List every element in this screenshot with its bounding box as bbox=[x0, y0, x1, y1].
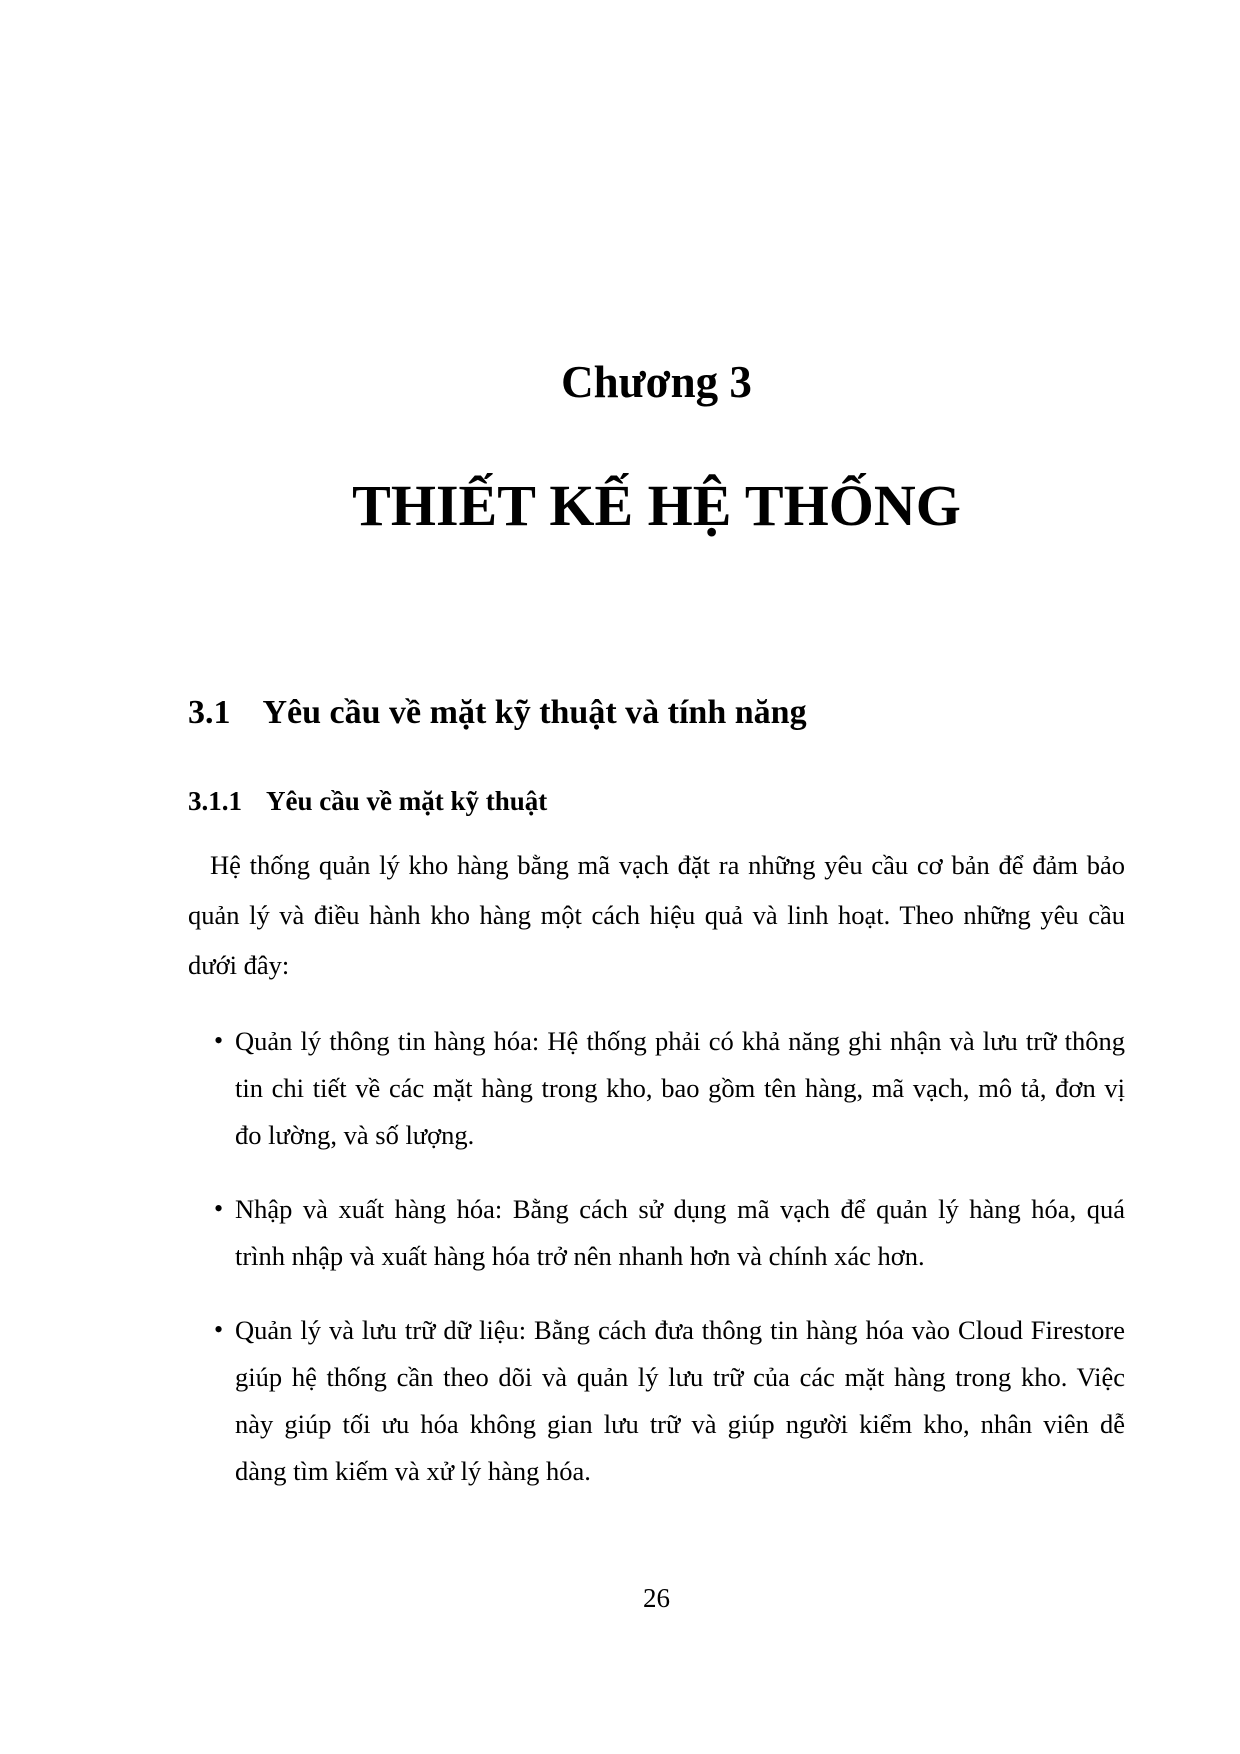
text-line: quản lý và điều hành kho hàng một cách hiệu quả và linh hoạt. Theo những yêu cầu bbox=[188, 900, 1125, 930]
section-title: Yêu cầu về mặt kỹ thuật và tính năng bbox=[262, 694, 807, 731]
text-line: Quản lý thông tin hàng hóa: Hệ thống phải có khả năng ghi nhận và lưu trữ thông bbox=[235, 1026, 1125, 1056]
bullet-icon: • bbox=[214, 1194, 224, 1223]
list-item-text bbox=[235, 1186, 1125, 1280]
text-line: Nhập và xuất hàng hóa: Bằng cách sử dụng mã vạch để quản lý hàng hóa, quá bbox=[235, 1194, 1125, 1224]
list-item-text bbox=[235, 1018, 1125, 1159]
text-line: này giúp tối ưu hóa không gian lưu trữ và giúp người kiểm kho, nhân viên dễ bbox=[235, 1409, 1125, 1439]
bullet-icon: • bbox=[214, 1315, 224, 1344]
text-line: đo lường, và số lượng. bbox=[235, 1120, 475, 1150]
bullet-icon: • bbox=[214, 1026, 224, 1055]
list-item-text bbox=[235, 1307, 1125, 1495]
subsection-title: Yêu cầu về mặt kỹ thuật bbox=[266, 786, 548, 816]
list-item bbox=[188, 1186, 1125, 1280]
text-line: Hệ thống quản lý kho hàng bằng mã vạch đặt ra những yêu cầu cơ bản để đảm bảo bbox=[210, 850, 1125, 880]
requirements-list bbox=[188, 1018, 1125, 1522]
page-number: 26 bbox=[643, 1583, 670, 1613]
text-line: dàng tìm kiếm và xử lý hàng hóa. bbox=[235, 1456, 591, 1486]
subsection-heading bbox=[188, 783, 1125, 819]
intro-paragraph bbox=[188, 840, 1125, 990]
chapter-title: THIẾT KẾ HỆ THỐNG bbox=[352, 473, 961, 538]
text-line: Quản lý và lưu trữ dữ liệu: Bằng cách đưa thông tin hàng hóa vào Cloud Firestore bbox=[235, 1315, 1125, 1345]
text-line: trình nhập và xuất hàng hóa trở nên nhanh hơn và chính xác hơn. bbox=[235, 1241, 925, 1271]
text-line: giúp hệ thống cần theo dõi và quản lý lưu trữ của các mặt hàng trong kho. Việc bbox=[235, 1362, 1125, 1392]
text-line: dưới đây: bbox=[188, 950, 290, 980]
list-item bbox=[188, 1307, 1125, 1495]
subsection-number: 3.1.1 bbox=[188, 786, 242, 816]
chapter-label: Chương 3 bbox=[561, 357, 752, 407]
list-item bbox=[188, 1018, 1125, 1159]
text-line: tin chi tiết về các mặt hàng trong kho, bao gồm tên hàng, mã vạch, mô tả, đơn vị bbox=[235, 1073, 1125, 1103]
section-heading bbox=[188, 690, 1125, 736]
section-number: 3.1 bbox=[188, 694, 231, 731]
